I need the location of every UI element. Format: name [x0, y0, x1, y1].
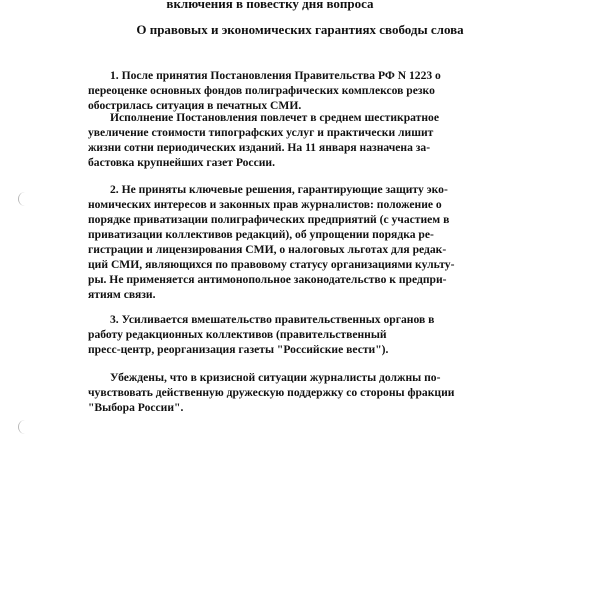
- paragraph-line: ятиям связи.: [88, 288, 156, 301]
- paragraph-3: [88, 182, 508, 302]
- paragraph-line: Исполнение Постановления повлечет в среднем шестикратное: [110, 111, 440, 124]
- document-subtitle: О правовых и экономических гарантиях свободы слова: [136, 22, 464, 37]
- paragraph-line: обострилась ситуация в печатных СМИ.: [88, 99, 302, 112]
- paragraph-line: 1. После принятия Постановления Правительства РФ N 1223 о: [110, 69, 441, 82]
- paragraph-line: жизни сотни периодических изданий. На 11 января назначена за-: [88, 141, 431, 154]
- paragraph-line: ций СМИ, являющихся по правовому статусу организациями культу-: [88, 258, 455, 271]
- punch-hole-mark: [18, 420, 31, 434]
- paragraph-line: 3. Усиливается вмешательство правительственных органов в: [110, 313, 435, 326]
- paragraph-line: переоценке основных фондов полиграфических комплексов резко: [88, 84, 435, 97]
- paragraph-line: ры. Не применяется антимонопольное законодательство к предпри-: [88, 273, 447, 286]
- paragraph-line: 2. Не приняты ключевые решения, гарантирующие защиту эко-: [110, 183, 448, 196]
- punch-hole-mark: [18, 192, 31, 206]
- paragraph-line: порядке приватизации полиграфических предприятий (с участием в: [88, 213, 450, 226]
- cut-off-title: включения в повестку дня вопроса: [166, 0, 374, 11]
- paragraph-line: гистрации и лицензирования СМИ, о налоговых льготах для редак-: [88, 243, 447, 256]
- paragraph-line: работу редакционных коллективов (правительственный: [88, 328, 387, 341]
- paragraph-2: [88, 110, 508, 170]
- paragraph-line: увеличение стоимости типографских услуг и практически лишит: [88, 126, 434, 139]
- paragraph-line: чувствовать действенную дружескую поддержку со стороны фракции: [88, 386, 455, 399]
- paragraph-5: [88, 370, 508, 415]
- paragraph-4: [88, 312, 508, 357]
- paragraph-1: [88, 68, 508, 113]
- paragraph-line: "Выбора России".: [88, 401, 184, 414]
- paragraph-line: Убеждены, что в кризисной ситуации журналисты должны по-: [110, 371, 441, 384]
- paragraph-line: пресс-центр, реорганизация газеты "Российские вести").: [88, 343, 389, 356]
- paragraph-line: бастовка крупнейших газет России.: [88, 156, 275, 169]
- paragraph-line: приватизации коллективов редакций), об упрощении порядка ре-: [88, 228, 434, 241]
- paragraph-line: номических интересов и законных прав журналистов: положение о: [88, 198, 442, 211]
